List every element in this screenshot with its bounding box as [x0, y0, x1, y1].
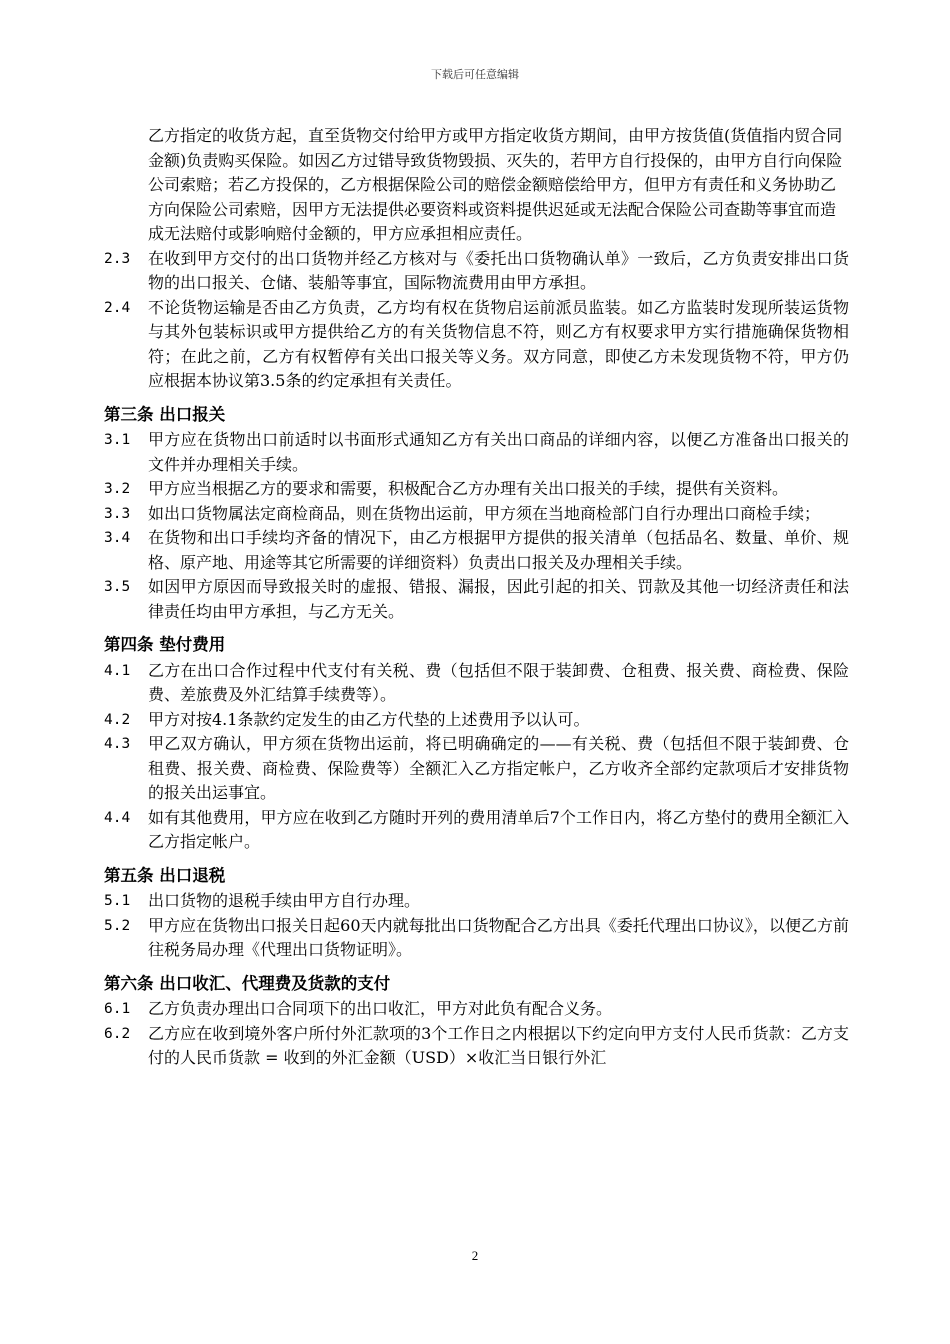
- clause-text: 乙方在出口合作过程中代支付有关税、费（包括但不限于装卸费、仓租费、报关费、商检费、保险费、差旅费及外汇结算手续费等）。: [148, 660, 849, 704]
- clause-text: 甲方应在货物出口前适时以书面形式通知乙方有关出口商品的详细内容，以便乙方准备出口报关的文件并办理相关手续。: [148, 430, 849, 474]
- clause-number: 3.1: [104, 432, 131, 448]
- clause-text: 如有其他费用，甲方应在收到乙方随时开列的费用清单后7个工作日内，将乙方垫付的费用全额汇入乙方指定帐户。: [148, 807, 849, 851]
- clause-item: [104, 526, 849, 575]
- clause-text: 不论货物运输是否由乙方负责，乙方均有权在货物启运前派员监装。如乙方监装时发现所装运货物与其外包装标识或甲方提供给乙方的有关货物信息不符，则乙方有权要求甲方实行措施确保货物相符；在此之前，乙方有权暂停有关出口报关等义务。双方同意，即使乙方未发现货物不符，甲方仍应根据本协议第3.5条的约定承担有关责任。: [148, 297, 849, 390]
- clause-item: [104, 1022, 849, 1071]
- document-body: [104, 124, 849, 1071]
- clause-number: 6.2: [104, 1025, 131, 1042]
- clause-text: 甲方对按4.1条款约定发生的由乙方代垫的上述费用予以认可。: [148, 709, 590, 729]
- clause-number: 5.1: [104, 893, 131, 909]
- clause-text: 甲方应当根据乙方的要求和需要，积极配合乙方办理有关出口报关的手续，提供有关资料。: [148, 479, 789, 498]
- clause-number: 3.4: [104, 530, 131, 546]
- clause-item: [104, 708, 849, 733]
- clause-text: 如因甲方原因而导致报关时的虚报、错报、漏报，因此引起的扣关、罚款及其他一切经济责任和法律责任均由甲方承担，与乙方无关。: [148, 577, 849, 621]
- clause-number: 2.4: [104, 299, 131, 316]
- clause-text: 乙方负责办理出口合同项下的出口收汇，甲方对此负有配合义务。: [148, 999, 613, 1018]
- clause-item: [104, 997, 849, 1022]
- clause-item: [104, 428, 849, 477]
- page-header: 下载后可任意编辑: [431, 68, 519, 81]
- clause-text: 在货物和出口手续均齐备的情况下，由乙方根据甲方提供的报关清单（包括品名、数量、单价、规格、原产地、用途等其它所需要的详细资料）负责出口报关及办理相关手续。: [148, 528, 849, 572]
- clause-text: 如出口货物属法定商检商品，则在货物出运前，甲方须在当地商检部门自行办理出口商检手续；: [148, 503, 821, 523]
- clause-item: [104, 502, 849, 527]
- clause-text: 甲乙双方确认，甲方须在货物出运前，将已明确确定的——有关税、费（包括但不限于装卸费、仓租费、报关费、商检费、保险费等）全额汇入乙方指定帐户，乙方收齐全部约定款项后才安排货物的报关出运事宜。: [148, 734, 849, 802]
- clause-item: [104, 806, 849, 855]
- clause-number: 3.2: [104, 481, 131, 497]
- clause-number: 5.2: [104, 917, 131, 934]
- clause-text: 出口货物的退税手续由甲方自行办理。: [148, 891, 421, 910]
- section-title: 第五条 出口退税: [104, 865, 226, 885]
- clause-number: 3.3: [104, 505, 131, 522]
- clause-item: [104, 575, 849, 624]
- clause-number: 4.3: [104, 736, 131, 752]
- section-title: 第六条 出口收汇、代理费及货款的支付: [104, 973, 391, 993]
- continuation-paragraph: 乙方指定的收货方起，直至货物交付给甲方或甲方指定收货方期间，由甲方按货值(货值指内贸合同金额)负责购买保险。如因乙方过错导致货物毁损、灭失的，若甲方自行投保的，由甲方自行向保险公司索赔；若乙方投保的，乙方根据保险公司的赔偿金额赔偿给甲方，但甲方有责任和义务协助乙方向保险公司索赔，因甲方无法提供必要资料或资料提供迟延或无法配合保险公司查勘等事宜而造成无法赔付或影响赔付金额的，甲方应承担相应责任。: [148, 126, 843, 243]
- clause-number: 4.1: [104, 662, 131, 679]
- sections-container: [104, 247, 849, 1071]
- clause-text: 在收到甲方交付的出口货物并经乙方核对与《委托出口货物确认单》一致后，乙方负责安排出口货物的出口报关、仓储、装船等事宜，国际物流费用由甲方承担。: [148, 248, 849, 292]
- clause-number: 4.2: [104, 711, 131, 728]
- clause-number: 3.5: [104, 579, 131, 595]
- clause-item: [104, 659, 849, 708]
- clause-item: [104, 477, 849, 502]
- section-title: 第三条 出口报关: [104, 404, 226, 424]
- section-title: 第四条 垫付费用: [104, 635, 226, 654]
- clause-item: [104, 732, 849, 806]
- clause-number: 4.4: [104, 809, 131, 826]
- clause-text: 甲方应在货物出口报关日起60天内就每批出口货物配合乙方出具《委托代理出口协议》，以便乙方前往税务局办理《代理出口货物证明》。: [148, 915, 849, 959]
- clause-number: 2.3: [104, 250, 131, 267]
- clause-item: [104, 889, 849, 914]
- clause-number: 6.1: [104, 1001, 131, 1017]
- page-number: 2: [471, 1248, 479, 1263]
- clause-item: [104, 914, 849, 963]
- clause-text: 乙方应在收到境外客户所付外汇款项的3个工作日之内根据以下约定向甲方支付人民币货款：乙方支付的人民币货款 = 收到的外汇金额（USD）×收汇当日银行外汇: [148, 1023, 849, 1067]
- clause-item: [104, 247, 849, 296]
- clause-item: [104, 296, 849, 394]
